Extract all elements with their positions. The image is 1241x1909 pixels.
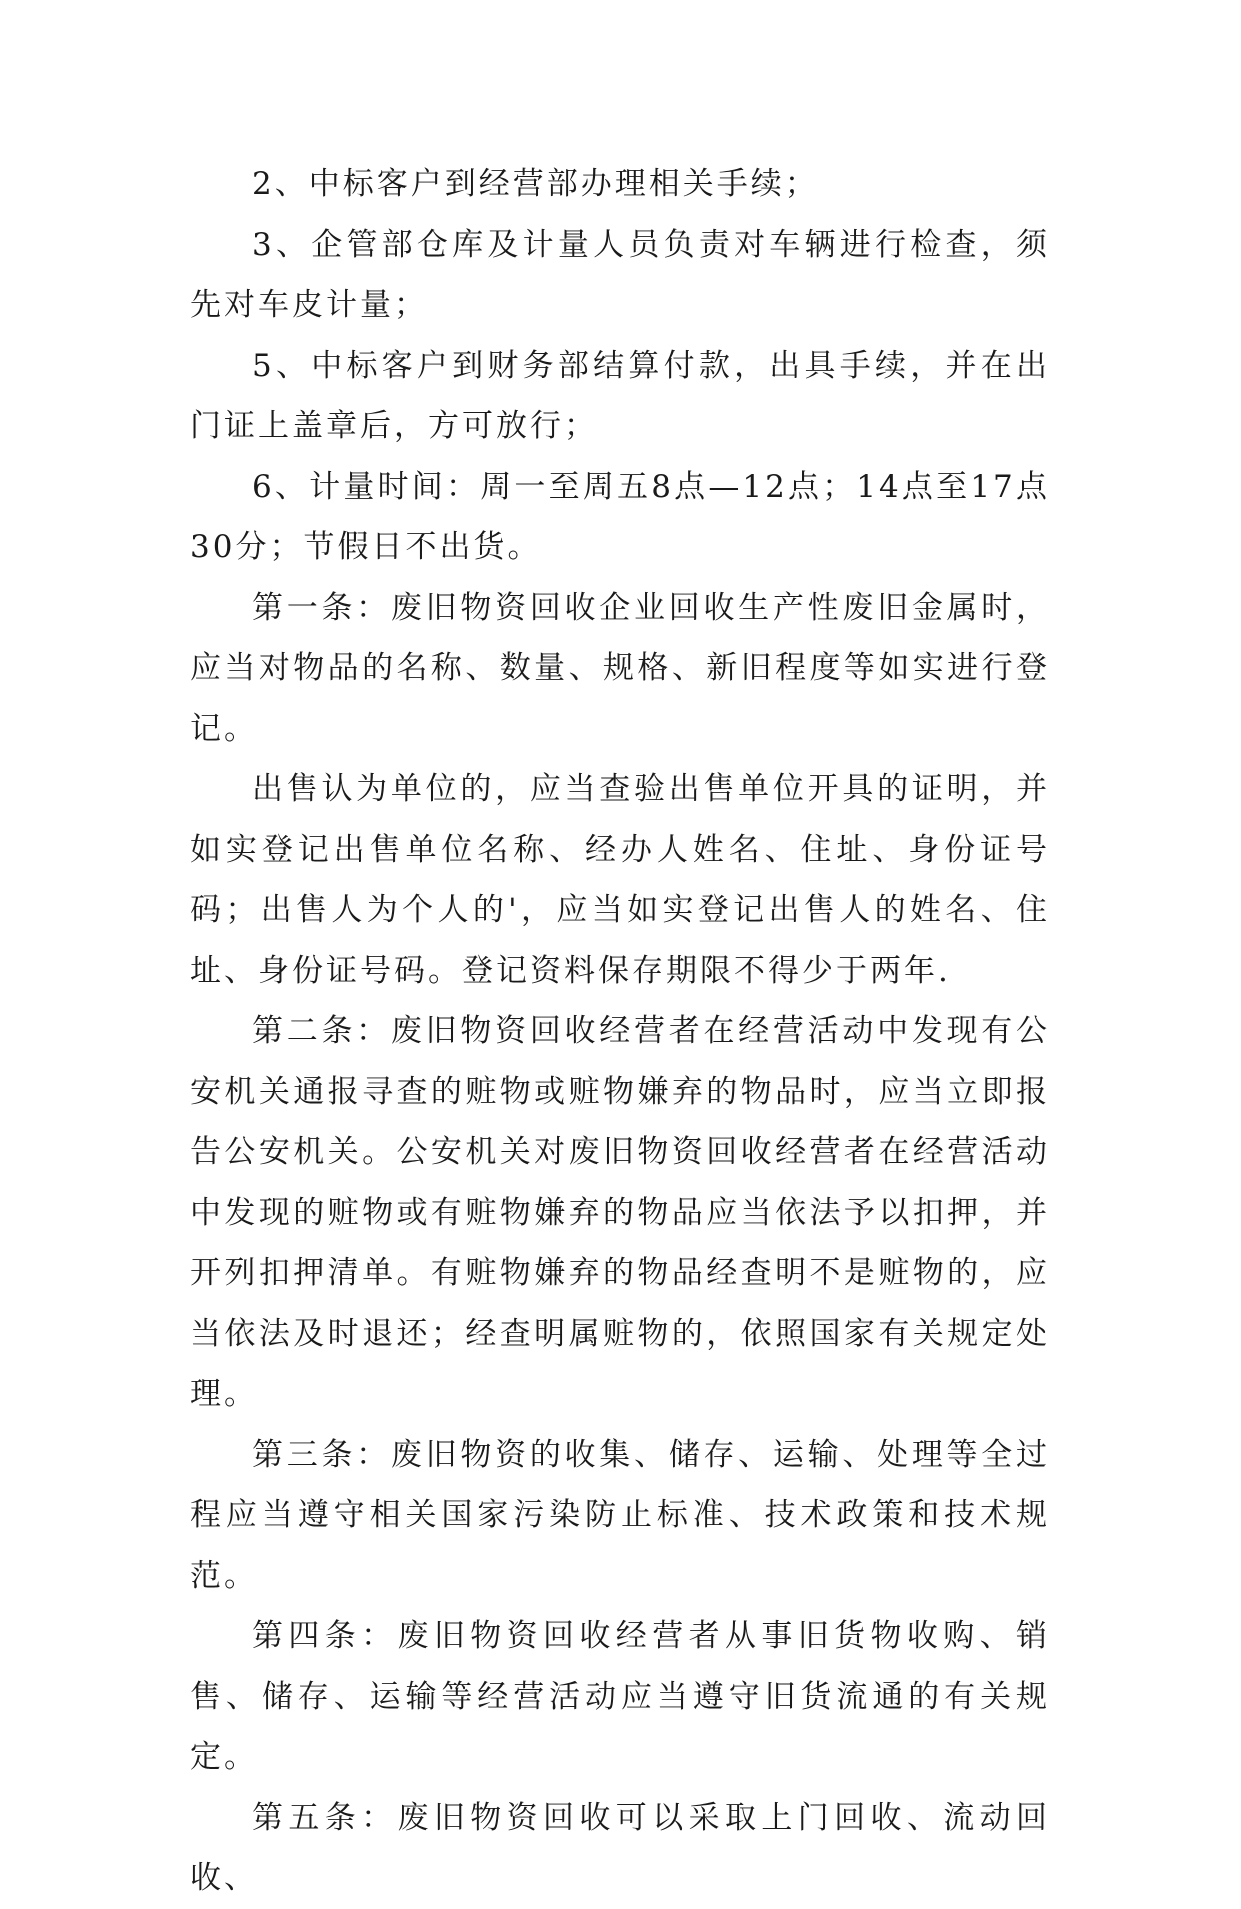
paragraph-step-3: 3、企管部仓库及计量人员负责对车辆进行检查，须先对车皮计量； xyxy=(190,226,1050,323)
paragraph-article-2: 第二条：废旧物资回收经营者在经营活动中发现有公安机关通报寻查的赃物或赃物嫌弃的物品时，应当立即报告公安机关。公安机关对废旧物资回收经营者在经营活动中发现的赃物或有赃物嫌弃的物品应当依法予以扣押，并开列扣押清单。有赃物嫌弃的物品经查明不是赃物的，应当依法及时退还；经查明属赃物的，依照国家有关规定处理。 xyxy=(190,1013,1050,1412)
paragraph-article-1: 第一条：废旧物资回收企业回收生产性废旧金属时，应当对物品的名称、数量、规格、新旧程度等如实进行登记。 xyxy=(190,589,1050,747)
paragraph-step-5: 5、中标客户到财务部结算付款，出具手续，并在出门证上盖章后，方可放行； xyxy=(190,347,1050,444)
paragraph-article-1-seller: 出售认为单位的，应当查验出售单位开具的证明，并如实登记出售单位名称、经办人姓名、住址、身份证号码；出售人为个人的'，应当如实登记出售人的姓名、住址、身份证号码。登记资料保存期限不得少于两年. xyxy=(190,771,1050,989)
document-body xyxy=(190,154,1050,1909)
paragraph-article-3: 第三条：废旧物资的收集、储存、运输、处理等全过程应当遵守相关国家污染防止标准、技术政策和技术规范。 xyxy=(190,1436,1050,1594)
paragraph-article-5: 第五条：废旧物资回收可以采取上门回收、流动回收、 xyxy=(190,1799,1050,1896)
paragraph-step-6: 6、计量时间：周一至周五8点—12点；14点至17点30分；节假日不出货。 xyxy=(190,468,1050,565)
paragraph-step-2: 2、中标客户到经营部办理相关手续； xyxy=(252,166,819,202)
paragraph-article-4: 第四条：废旧物资回收经营者从事旧货物收购、销售、储存、运输等经营活动应当遵守旧货流通的有关规定。 xyxy=(190,1618,1050,1775)
